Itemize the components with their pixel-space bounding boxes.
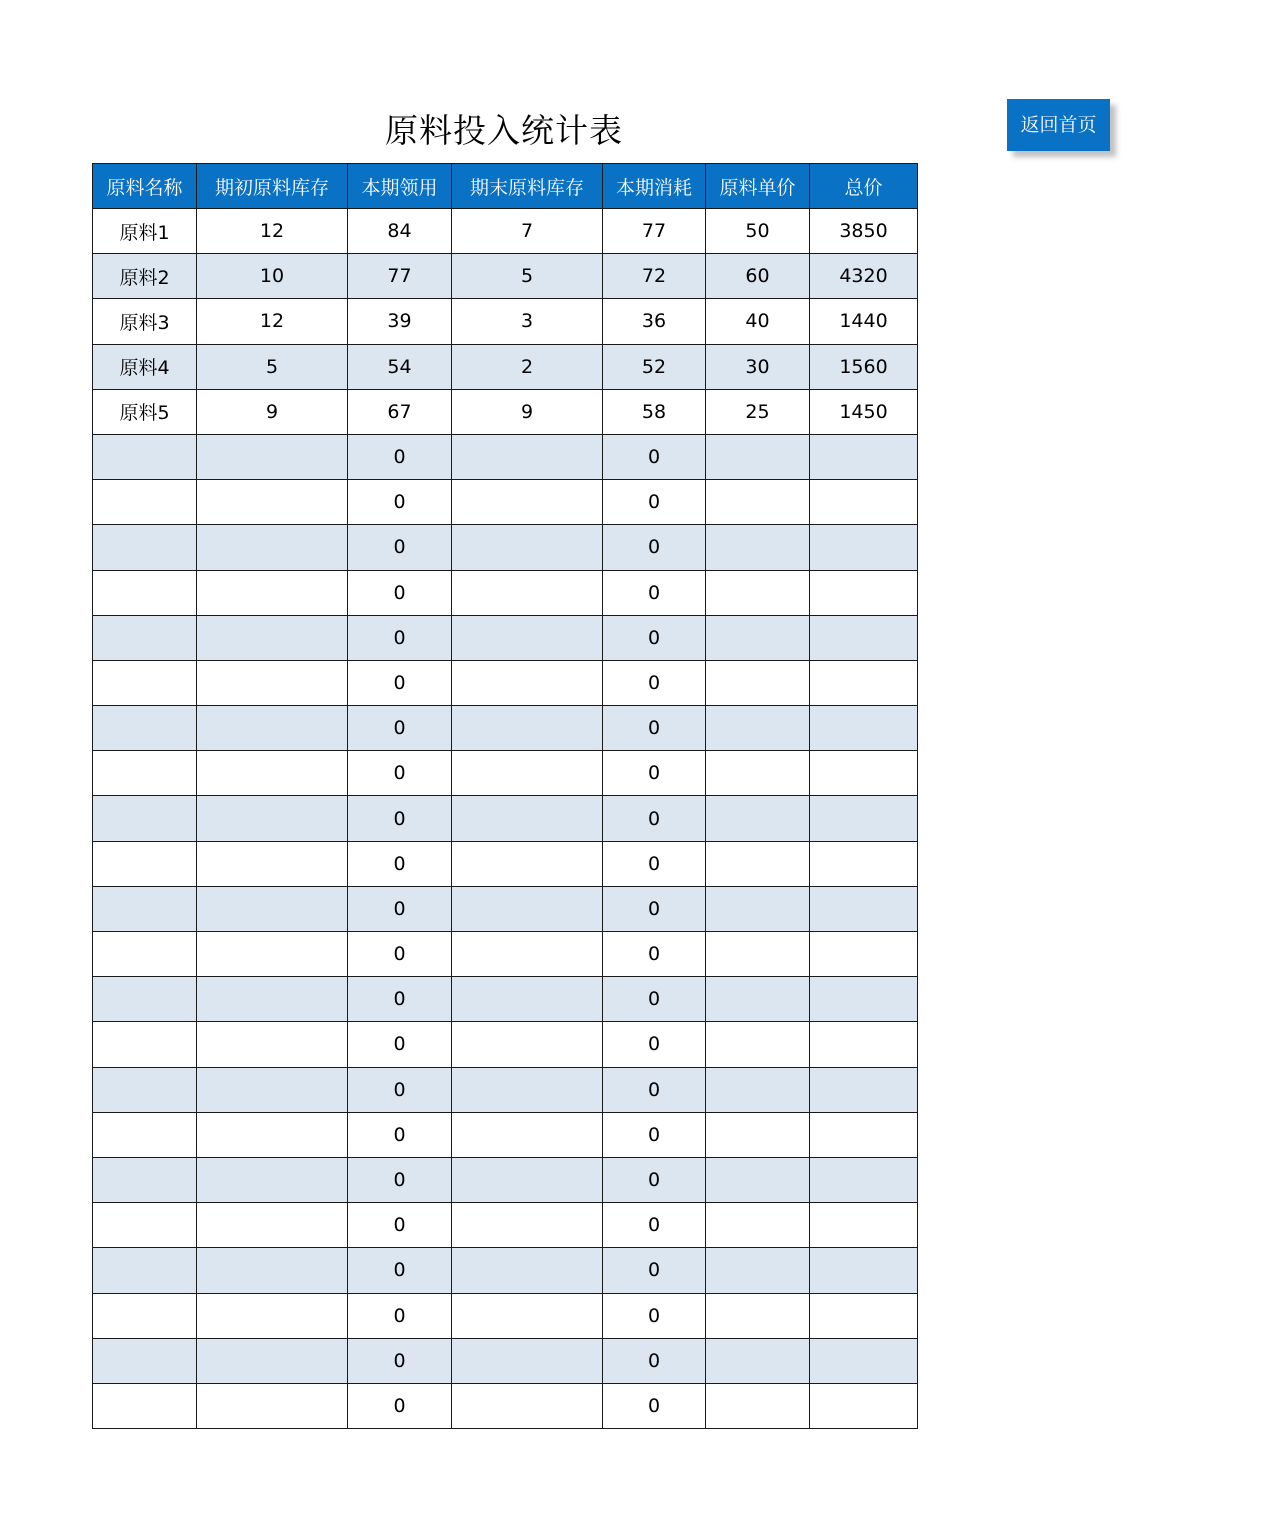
cell-period-consumption[interactable]: 0 [603, 434, 706, 479]
cell-unit-price[interactable]: 40 [706, 299, 810, 344]
cell-period-consumption[interactable]: 0 [603, 1022, 706, 1067]
table-row [93, 1067, 918, 1112]
cell-closing-stock[interactable] [452, 525, 603, 570]
table-row [93, 886, 918, 931]
cell-period-issued[interactable]: 0 [348, 660, 452, 705]
cell-material-name[interactable] [93, 1157, 197, 1202]
cell-unit-price[interactable]: 60 [706, 254, 810, 299]
cell-opening-stock[interactable] [197, 886, 348, 931]
cell-opening-stock[interactable] [197, 660, 348, 705]
cell-period-issued[interactable]: 0 [348, 841, 452, 886]
cell-material-name[interactable]: 原料3 [93, 299, 197, 344]
cell-period-issued[interactable]: 0 [348, 1112, 452, 1157]
cell-material-name[interactable] [93, 480, 197, 525]
cell-material-name[interactable] [93, 751, 197, 796]
cell-unit-price[interactable] [706, 1203, 810, 1248]
cell-period-issued[interactable]: 0 [348, 570, 452, 615]
cell-total-price[interactable] [810, 886, 918, 931]
cell-opening-stock[interactable] [197, 706, 348, 751]
cell-total-price[interactable] [810, 1067, 918, 1112]
cell-opening-stock[interactable] [197, 1293, 348, 1338]
cell-period-issued[interactable]: 0 [348, 1067, 452, 1112]
cell-period-consumption[interactable]: 0 [603, 1293, 706, 1338]
cell-unit-price[interactable] [706, 1383, 810, 1428]
cell-period-consumption[interactable]: 0 [603, 841, 706, 886]
column-header-unit-price: 原料单价 [706, 164, 810, 209]
header-row [93, 164, 918, 209]
cell-opening-stock[interactable] [197, 841, 348, 886]
cell-closing-stock[interactable] [452, 1157, 603, 1202]
cell-opening-stock[interactable]: 5 [197, 344, 348, 389]
cell-total-price[interactable]: 1560 [810, 344, 918, 389]
cell-period-consumption[interactable]: 0 [603, 660, 706, 705]
cell-period-issued[interactable]: 0 [348, 615, 452, 660]
cell-material-name[interactable] [93, 570, 197, 615]
table-row [93, 841, 918, 886]
table-row [93, 254, 918, 299]
cell-period-consumption[interactable]: 0 [603, 480, 706, 525]
cell-material-name[interactable] [93, 660, 197, 705]
page-title: 原料投入统计表 [385, 111, 623, 150]
cell-opening-stock[interactable] [197, 1383, 348, 1428]
cell-period-issued[interactable]: 0 [348, 932, 452, 977]
cell-opening-stock[interactable] [197, 932, 348, 977]
cell-unit-price[interactable] [706, 751, 810, 796]
column-header-total-price: 总价 [810, 164, 918, 209]
cell-material-name[interactable]: 原料2 [93, 254, 197, 299]
cell-period-issued[interactable]: 0 [348, 525, 452, 570]
cell-unit-price[interactable]: 25 [706, 389, 810, 434]
cell-opening-stock[interactable] [197, 615, 348, 660]
table-row [93, 1293, 918, 1338]
cell-material-name[interactable]: 原料5 [93, 389, 197, 434]
cell-period-consumption[interactable]: 0 [603, 751, 706, 796]
cell-period-consumption[interactable]: 0 [603, 525, 706, 570]
cell-period-consumption[interactable]: 77 [603, 209, 706, 254]
cell-material-name[interactable] [93, 1383, 197, 1428]
cell-total-price[interactable] [810, 1022, 918, 1067]
cell-closing-stock[interactable] [452, 1022, 603, 1067]
cell-unit-price[interactable] [706, 796, 810, 841]
cell-total-price[interactable] [810, 1293, 918, 1338]
cell-total-price[interactable] [810, 977, 918, 1022]
table-row [93, 1338, 918, 1383]
table-row [93, 1157, 918, 1202]
table-row [93, 660, 918, 705]
cell-opening-stock[interactable] [197, 434, 348, 479]
cell-opening-stock[interactable]: 12 [197, 299, 348, 344]
table-row [93, 209, 918, 254]
cell-total-price[interactable] [810, 660, 918, 705]
home-button[interactable]: 返回首页 [1007, 99, 1110, 151]
cell-period-issued[interactable]: 0 [348, 1383, 452, 1428]
cell-closing-stock[interactable]: 3 [452, 299, 603, 344]
cell-opening-stock[interactable]: 10 [197, 254, 348, 299]
cell-period-issued[interactable]: 0 [348, 796, 452, 841]
cell-closing-stock[interactable] [452, 932, 603, 977]
cell-closing-stock[interactable] [452, 434, 603, 479]
cell-total-price[interactable] [810, 841, 918, 886]
cell-total-price[interactable] [810, 1203, 918, 1248]
cell-material-name[interactable] [93, 1338, 197, 1383]
cell-period-issued[interactable]: 39 [348, 299, 452, 344]
table-row [93, 1248, 918, 1293]
column-header-closing-stock: 期末原料库存 [452, 164, 603, 209]
stats-table [92, 163, 918, 1429]
cell-total-price[interactable] [810, 615, 918, 660]
cell-material-name[interactable] [93, 1203, 197, 1248]
table-row [93, 299, 918, 344]
cell-closing-stock[interactable]: 9 [452, 389, 603, 434]
cell-opening-stock[interactable] [197, 1022, 348, 1067]
cell-closing-stock[interactable] [452, 706, 603, 751]
cell-closing-stock[interactable] [452, 1112, 603, 1157]
cell-total-price[interactable] [810, 1338, 918, 1383]
cell-closing-stock[interactable] [452, 841, 603, 886]
table-row [93, 706, 918, 751]
cell-opening-stock[interactable] [197, 796, 348, 841]
cell-opening-stock[interactable] [197, 1203, 348, 1248]
cell-total-price[interactable]: 3850 [810, 209, 918, 254]
cell-total-price[interactable]: 4320 [810, 254, 918, 299]
cell-total-price[interactable]: 1440 [810, 299, 918, 344]
cell-total-price[interactable] [810, 480, 918, 525]
cell-closing-stock[interactable] [452, 1067, 603, 1112]
cell-period-issued[interactable]: 0 [348, 434, 452, 479]
cell-period-consumption[interactable]: 0 [603, 1157, 706, 1202]
cell-period-consumption[interactable]: 0 [603, 1248, 706, 1293]
cell-material-name[interactable] [93, 1067, 197, 1112]
cell-unit-price[interactable] [706, 615, 810, 660]
cell-period-issued[interactable]: 0 [348, 1248, 452, 1293]
cell-material-name[interactable] [93, 615, 197, 660]
cell-closing-stock[interactable] [452, 977, 603, 1022]
cell-closing-stock[interactable]: 7 [452, 209, 603, 254]
cell-period-issued[interactable]: 0 [348, 1022, 452, 1067]
cell-period-consumption[interactable]: 58 [603, 389, 706, 434]
cell-unit-price[interactable] [706, 932, 810, 977]
cell-period-issued[interactable]: 0 [348, 751, 452, 796]
table-row [93, 977, 918, 1022]
cell-period-issued[interactable]: 0 [348, 1203, 452, 1248]
cell-material-name[interactable] [93, 1112, 197, 1157]
cell-period-issued[interactable]: 54 [348, 344, 452, 389]
cell-unit-price[interactable] [706, 1248, 810, 1293]
cell-material-name[interactable]: 原料4 [93, 344, 197, 389]
cell-material-name[interactable] [93, 434, 197, 479]
cell-period-consumption[interactable]: 0 [603, 932, 706, 977]
cell-opening-stock[interactable] [197, 1157, 348, 1202]
cell-period-consumption[interactable]: 0 [603, 570, 706, 615]
cell-closing-stock[interactable] [452, 1383, 603, 1428]
cell-unit-price[interactable] [706, 841, 810, 886]
cell-unit-price[interactable] [706, 1293, 810, 1338]
cell-period-consumption[interactable]: 0 [603, 886, 706, 931]
cell-period-consumption[interactable]: 36 [603, 299, 706, 344]
cell-period-consumption[interactable]: 72 [603, 254, 706, 299]
cell-period-consumption[interactable]: 0 [603, 1383, 706, 1428]
cell-unit-price[interactable] [706, 660, 810, 705]
cell-unit-price[interactable] [706, 1157, 810, 1202]
cell-closing-stock[interactable]: 5 [452, 254, 603, 299]
cell-opening-stock[interactable] [197, 570, 348, 615]
cell-opening-stock[interactable] [197, 480, 348, 525]
cell-unit-price[interactable]: 30 [706, 344, 810, 389]
cell-total-price[interactable]: 1450 [810, 389, 918, 434]
cell-unit-price[interactable] [706, 1112, 810, 1157]
cell-opening-stock[interactable] [197, 977, 348, 1022]
cell-closing-stock[interactable] [452, 1248, 603, 1293]
cell-period-issued[interactable]: 77 [348, 254, 452, 299]
table-row [93, 480, 918, 525]
cell-closing-stock[interactable] [452, 480, 603, 525]
cell-total-price[interactable] [810, 570, 918, 615]
cell-period-issued[interactable]: 0 [348, 886, 452, 931]
cell-total-price[interactable] [810, 796, 918, 841]
cell-period-issued[interactable]: 0 [348, 977, 452, 1022]
table-row [93, 932, 918, 977]
cell-material-name[interactable] [93, 1022, 197, 1067]
cell-unit-price[interactable] [706, 1067, 810, 1112]
cell-closing-stock[interactable] [452, 1203, 603, 1248]
cell-unit-price[interactable] [706, 886, 810, 931]
cell-closing-stock[interactable] [452, 1293, 603, 1338]
cell-period-issued[interactable]: 0 [348, 706, 452, 751]
cell-unit-price[interactable] [706, 480, 810, 525]
table-row [93, 615, 918, 660]
cell-period-consumption[interactable]: 0 [603, 1338, 706, 1383]
cell-total-price[interactable] [810, 525, 918, 570]
cell-period-issued[interactable]: 84 [348, 209, 452, 254]
table-body [93, 209, 918, 1429]
table-row [93, 1203, 918, 1248]
column-header-period-consumption: 本期消耗 [603, 164, 706, 209]
cell-period-consumption[interactable]: 0 [603, 1067, 706, 1112]
cell-unit-price[interactable] [706, 525, 810, 570]
cell-material-name[interactable]: 原料1 [93, 209, 197, 254]
cell-total-price[interactable] [810, 1112, 918, 1157]
cell-period-issued[interactable]: 0 [348, 1157, 452, 1202]
cell-total-price[interactable] [810, 706, 918, 751]
cell-opening-stock[interactable] [197, 1338, 348, 1383]
cell-opening-stock[interactable]: 9 [197, 389, 348, 434]
cell-opening-stock[interactable] [197, 525, 348, 570]
cell-material-name[interactable] [93, 886, 197, 931]
cell-closing-stock[interactable] [452, 751, 603, 796]
cell-period-consumption[interactable]: 0 [603, 977, 706, 1022]
column-header-material-name: 原料名称 [93, 164, 197, 209]
cell-closing-stock[interactable] [452, 570, 603, 615]
cell-material-name[interactable] [93, 706, 197, 751]
cell-total-price[interactable] [810, 932, 918, 977]
cell-unit-price[interactable] [706, 434, 810, 479]
cell-unit-price[interactable] [706, 1338, 810, 1383]
cell-opening-stock[interactable] [197, 1112, 348, 1157]
cell-material-name[interactable] [93, 796, 197, 841]
cell-closing-stock[interactable] [452, 796, 603, 841]
table-row [93, 344, 918, 389]
table-header [93, 164, 918, 209]
cell-closing-stock[interactable] [452, 615, 603, 660]
cell-period-issued[interactable]: 0 [348, 1338, 452, 1383]
cell-closing-stock[interactable] [452, 660, 603, 705]
table-row [93, 434, 918, 479]
cell-material-name[interactable] [93, 977, 197, 1022]
cell-material-name[interactable] [93, 1293, 197, 1338]
cell-opening-stock[interactable] [197, 1067, 348, 1112]
cell-period-issued[interactable]: 67 [348, 389, 452, 434]
table-row [93, 1022, 918, 1067]
cell-total-price[interactable] [810, 1383, 918, 1428]
cell-period-issued[interactable]: 0 [348, 480, 452, 525]
table-row [93, 525, 918, 570]
cell-unit-price[interactable]: 50 [706, 209, 810, 254]
column-header-opening-stock: 期初原料库存 [197, 164, 348, 209]
cell-opening-stock[interactable] [197, 751, 348, 796]
column-header-period-issued: 本期领用 [348, 164, 452, 209]
cell-closing-stock[interactable]: 2 [452, 344, 603, 389]
table-row [93, 1112, 918, 1157]
cell-period-consumption[interactable]: 0 [603, 1112, 706, 1157]
cell-period-consumption[interactable]: 0 [603, 615, 706, 660]
cell-material-name[interactable] [93, 932, 197, 977]
cell-period-consumption[interactable]: 0 [603, 1203, 706, 1248]
cell-total-price[interactable] [810, 751, 918, 796]
cell-unit-price[interactable] [706, 706, 810, 751]
cell-material-name[interactable] [93, 1248, 197, 1293]
cell-material-name[interactable] [93, 525, 197, 570]
table-row [93, 796, 918, 841]
cell-total-price[interactable] [810, 1248, 918, 1293]
table-row [93, 389, 918, 434]
cell-period-consumption[interactable]: 52 [603, 344, 706, 389]
table-row [93, 751, 918, 796]
cell-unit-price[interactable] [706, 977, 810, 1022]
table-row [93, 570, 918, 615]
cell-unit-price[interactable] [706, 1022, 810, 1067]
cell-closing-stock[interactable] [452, 886, 603, 931]
cell-unit-price[interactable] [706, 570, 810, 615]
cell-total-price[interactable] [810, 1157, 918, 1202]
cell-period-consumption[interactable]: 0 [603, 706, 706, 751]
cell-material-name[interactable] [93, 841, 197, 886]
cell-opening-stock[interactable]: 12 [197, 209, 348, 254]
cell-period-issued[interactable]: 0 [348, 1293, 452, 1338]
cell-closing-stock[interactable] [452, 1338, 603, 1383]
cell-period-consumption[interactable]: 0 [603, 796, 706, 841]
cell-total-price[interactable] [810, 434, 918, 479]
table-row [93, 1383, 918, 1428]
cell-opening-stock[interactable] [197, 1248, 348, 1293]
